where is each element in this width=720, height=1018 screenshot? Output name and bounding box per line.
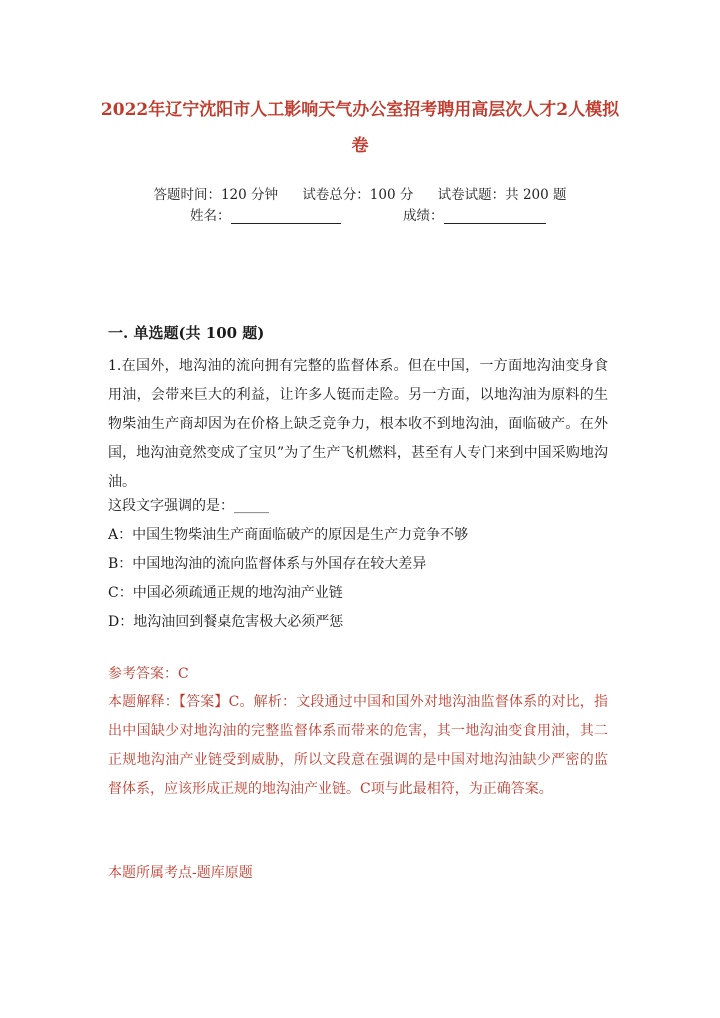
question-text: 1.在国外，地沟油的流向拥有完整的监督体系。但在中国，一方面地沟油变身食用油，会带来巨大的利益，让许多人铤而走险。另一方面，以地沟油为原料的生物柴油生产商却因为在价格上缺乏竞争力，根本收不到地沟油，面临破产。在外国，地沟油竟然变成了宝贝”为了生产飞机燃料，甚至有人专门来到中国采购地沟油。	[108, 358, 608, 490]
score-label: 成绩：	[403, 208, 444, 224]
exam-info	[0, 183, 720, 203]
option-d: D：地沟油回到餐桌危害极大必须严惩	[108, 614, 344, 630]
option-b: B：中国地沟油的流向监督体系与外国存在较大差异	[108, 556, 427, 572]
name-blank	[231, 209, 341, 224]
question-source: 本题所属考点-题库原题	[108, 865, 253, 881]
option-c: C：中国必须疏通正规的地沟油产业链	[108, 585, 343, 601]
section-title: 一. 单选题(共 100 题)	[108, 324, 265, 342]
reference-answer: 参考答案：C	[108, 666, 189, 682]
duration-info: 答题时间：120 分钟	[153, 187, 279, 203]
name-field	[190, 204, 341, 224]
page-title: 2022年辽宁沈阳市人工影响天气办公室招考聘用高层次人才2人模拟卷	[100, 100, 620, 156]
option-list	[108, 521, 468, 637]
score-field	[403, 204, 546, 224]
answer-explanation: 本题解释：【答案】C。解析：文段通过中国和国外对地沟油监督体系的对比，指出中国缺少对地沟油的完整监督体系而带来的危害，其一地沟油变食用油，其二正规地沟油产业链受到威胁，所以文段意在强调的是中国对地沟油缺少严密的监督体系，应该形成正规的地沟油产业链。C项与此最相符，为正确答案。	[108, 694, 608, 797]
total-score-info: 试卷总分：100 分	[302, 187, 414, 203]
score-blank	[444, 209, 546, 224]
name-label: 姓名：	[190, 208, 231, 224]
question-prompt: 这段文字强调的是：_____	[108, 498, 269, 514]
question-count-info: 试卷试题：共 200 题	[437, 187, 567, 203]
option-a: A：中国生物柴油生产商面临破产的原因是生产力竞争不够	[108, 527, 469, 543]
